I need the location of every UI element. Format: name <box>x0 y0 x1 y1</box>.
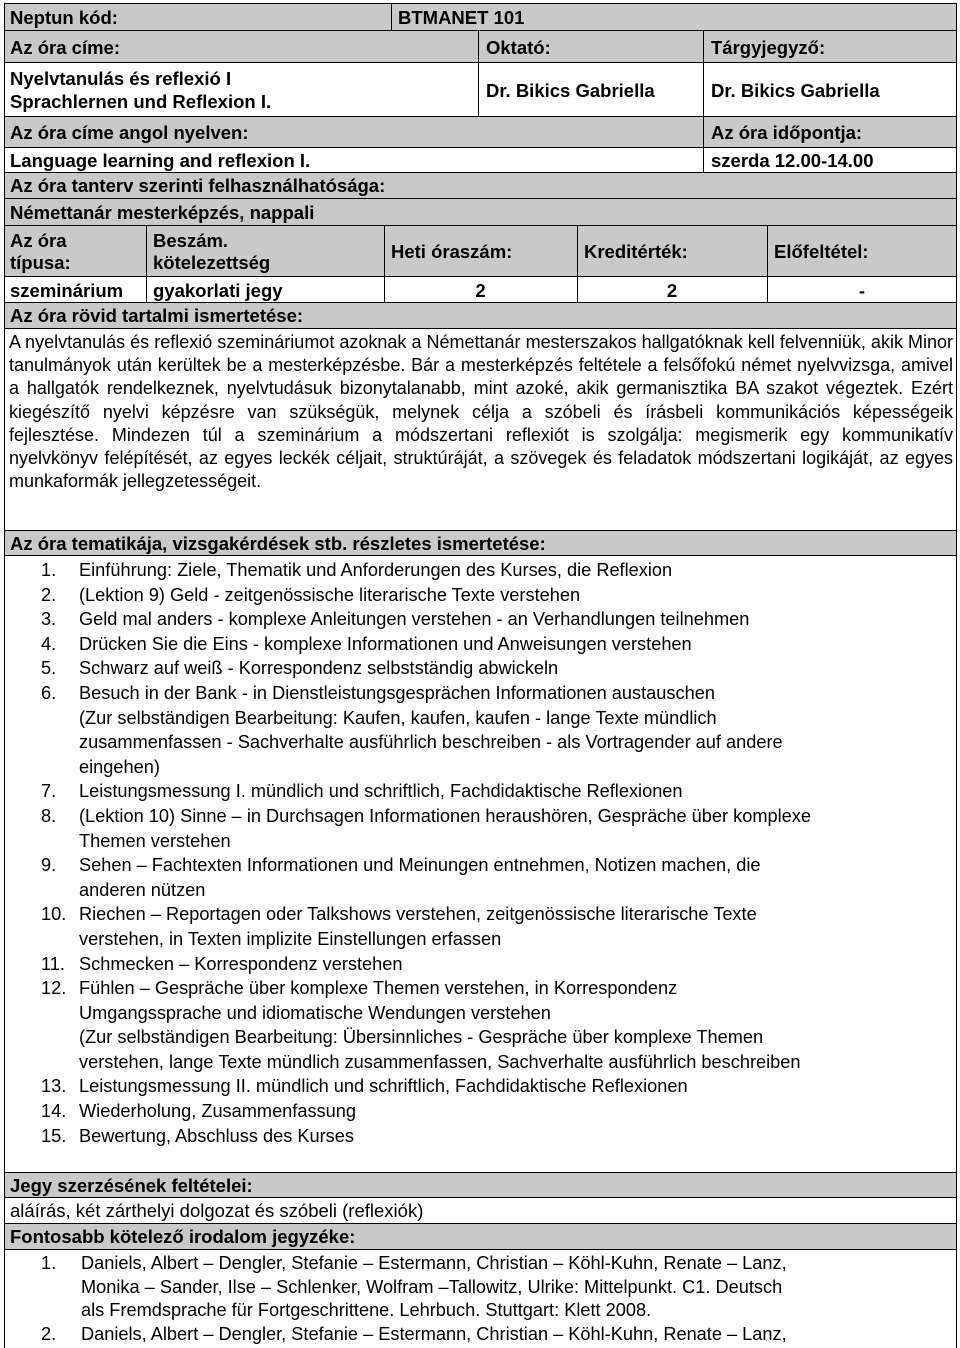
assessment-type: gyakorlati jegy <box>153 280 283 301</box>
topic-item <box>5 656 945 681</box>
topic-item-number: 1. <box>41 560 57 580</box>
literature-item-text-line: Daniels, Albert – Dengler, Stefanie – Estermann, Christian – Köhl-Kuhn, Renate – Lanz, <box>81 1253 787 1273</box>
neptun-label: Neptun kód: <box>10 7 118 28</box>
usage-label: Az óra tanterv szerinti felhasználhatósága: <box>10 175 386 196</box>
prereq-label: Előfeltétel: <box>774 241 869 262</box>
topics-row <box>4 555 957 1172</box>
topic-item-number: 14. <box>41 1101 67 1122</box>
literature-label: Fontosabb kötelező irodalom jegyzéke: <box>10 1226 356 1247</box>
topic-item-number: 4. <box>41 633 57 654</box>
grading-label: Jegy szerzésének feltételei: <box>10 1175 253 1196</box>
topic-item <box>5 583 945 608</box>
topic-item-text-line: Leistungsmessung I. mündlich und schriftlich, Fachdidaktische Reflexionen <box>79 781 683 802</box>
topic-item-text-line: Riechen – Reportagen oder Talkshows verstehen, zeitgenössische literarische Texte <box>79 904 757 925</box>
type-label-line2: típusa: <box>10 252 71 273</box>
topic-item-text-line: (Zur selbständigen Bearbeitung: Kaufen, kaufen, kaufen - lange Texte mündlich <box>79 707 717 728</box>
summary-row <box>4 328 957 530</box>
literature-item <box>5 1252 945 1323</box>
literature-item-text-line: Monika – Sander, Ilse – Schlenker, Wolfram –Tallowitz, Ulrike: Mittelpunkt. C1. Deutsch <box>81 1276 783 1297</box>
topic-item-number: 10. <box>41 904 67 925</box>
topic-item-number: 11. <box>41 953 65 974</box>
hours-label: Heti óraszám: <box>391 241 513 262</box>
class-time: szerda 12.00-14.00 <box>711 150 874 171</box>
topic-item <box>5 952 945 977</box>
english-title-label-row <box>4 116 957 147</box>
topic-item-text-line: Einführung: Ziele, Thematik und Anforderungen des Kurses, die Reflexion <box>79 560 673 580</box>
topic-item-number: 12. <box>41 978 67 999</box>
neptun-row <box>4 3 957 30</box>
topic-item <box>5 1099 945 1124</box>
english-title-row <box>4 147 957 172</box>
topic-item-text-line: Schmecken – Korrespondenz verstehen <box>79 953 403 974</box>
topic-item-number: 6. <box>41 682 57 703</box>
course-info-header-row <box>4 225 957 276</box>
literature-item-number: 1. <box>41 1253 57 1273</box>
instructor-label: Oktató: <box>486 37 551 58</box>
summary-text: A nyelvtanulás és reflexió szemináriumot azoknak a Némettanár mesterszakos hallgatóknak kell felvenniük, akik Minor tanulmányok után kerültek be a mesterképzésbe. Bár a mesterképzés feltétele a felsőfokú német nyelvvizsga, amivel a hallgatók rendelkeznek, nyelvtudásuk bizonytalanabb, mint azoké, akik germanisztika BA szakot végeztek. Ezért kiegészítő nyelvi képzésre van szükségük, melynek célja a szóbeli és írásbeli kommunikációs képességeik fejlesztése. Mindezen túl a szeminárium a módszertani reflexiót is szolgálja: megismerik egy kommunikatív nyelvkönyv felépítését, az egyes leckék céljait, struktúráját, a szövegek és feladatok módszertani logikáját, az egyes munkaformák jellegzetességeit. <box>9 332 953 492</box>
literature-item-text-line: als Fremdsprache für Fortgeschrittene. Lehrbuch. Stuttgart: Klett 2008. <box>81 1300 652 1321</box>
course-title-hu: Nyelvtanulás és reflexió I <box>10 68 232 89</box>
topic-item-number: 3. <box>41 609 57 630</box>
course-title-de: Sprachlernen und Reflexion I. <box>10 91 272 112</box>
topic-item-number: 15. <box>41 1125 67 1146</box>
weekly-hours: 2 <box>475 280 486 301</box>
grading-row <box>4 1197 957 1223</box>
topic-item-text-line: Drücken Sie die Eins - komplexe Informationen und Anweisungen verstehen <box>79 633 692 654</box>
title-value-row <box>4 62 957 116</box>
responsible-name: Dr. Bikics Gabriella <box>711 80 880 101</box>
english-title-label: Az óra címe angol nyelven: <box>10 122 249 143</box>
topic-item-number: 9. <box>41 855 57 876</box>
grading-text: aláírás, két zárthelyi dolgozat és szóbeli (reflexiók) <box>10 1200 424 1221</box>
topic-item-text-line: (Zur selbständigen Bearbeitung: Übersinnliches - Gespräche über komplexe Themen <box>79 1027 764 1048</box>
topic-item-text-line: Leistungsmessung II. mündlich und schriftlich, Fachdidaktische Reflexionen <box>79 1076 688 1097</box>
summary-label: Az óra rövid tartalmi ismertetése: <box>10 305 304 326</box>
literature-label-row <box>4 1223 957 1249</box>
topic-item-text-line: Besuch in der Bank - in Dienstleistungsgesprächen Informationen austauschen <box>79 682 715 703</box>
course-datasheet <box>4 3 957 1348</box>
topic-item-number: 7. <box>41 781 57 802</box>
topic-item <box>5 1074 945 1099</box>
topic-item-text-line: zusammenfassen - Sachverhalte ausführlich beschreiben - als Vortragender auf andere <box>79 732 783 753</box>
literature-item-text-line: Daniels, Albert – Dengler, Stefanie – Estermann, Christian – Köhl-Kuhn, Renate – Lanz, <box>81 1323 787 1344</box>
topics-label: Az óra tematikája, vizsgakérdések stb. részletes ismertetése: <box>10 533 546 554</box>
topic-item <box>5 558 945 583</box>
instructor-name: Dr. Bikics Gabriella <box>486 80 655 101</box>
topic-item <box>5 681 945 779</box>
topic-item-number: 5. <box>41 658 57 679</box>
time-label: Az óra időpontja: <box>711 122 863 143</box>
title-label-row <box>4 30 957 62</box>
topic-item-text-line: (Lektion 9) Geld - zeitgenössische literarische Texte verstehen <box>79 584 581 605</box>
credit-value: 2 <box>666 280 678 301</box>
title-label: Az óra címe: <box>10 37 121 58</box>
topic-item-text-line: (Lektion 10) Sinne – in Durchsagen Informationen heraushören, Gespräche über komplexe <box>79 805 811 826</box>
topic-item <box>5 607 945 632</box>
topic-item-text-line: Themen verstehen <box>79 830 231 851</box>
topic-item-text-line: Umgangssprache und idiomatische Wendungen verstehen <box>79 1002 551 1023</box>
usage-label-row <box>4 172 957 198</box>
literature-row <box>4 1249 957 1348</box>
topic-item-text-line: Sehen – Fachtexten Informationen und Meinungen entnehmen, Notizen machen, die <box>79 855 761 876</box>
topic-item-text-line: anderen nützen <box>79 879 206 900</box>
usage-value: Némettanár mesterképzés, nappali <box>10 202 315 223</box>
topic-item-number: 13. <box>41 1076 67 1097</box>
topic-item <box>5 804 945 853</box>
topic-item-text-line: Fühlen – Gespräche über komplexe Themen verstehen, in Korrespondenz <box>79 978 678 999</box>
credit-label: Kreditérték: <box>584 241 688 262</box>
literature-list <box>5 1252 945 1346</box>
topic-item-text-line: Geld mal anders - komplexe Anleitungen verstehen - an Verhandlungen teilnehmen <box>79 609 750 630</box>
topic-item <box>5 902 945 951</box>
topic-item <box>5 853 945 902</box>
course-info-row <box>4 276 957 302</box>
assessment-label-line1: Beszám. <box>153 230 229 251</box>
grading-label-row <box>4 1172 957 1197</box>
summary-label-row <box>4 302 957 328</box>
assessment-label-line2: kötelezettség <box>153 252 271 273</box>
course-type: szeminárium <box>10 280 124 301</box>
topic-item-text-line: Bewertung, Abschluss des Kurses <box>79 1125 354 1146</box>
topic-item-text-line: verstehen, in Texten implizite Einstellungen erfassen <box>79 928 502 949</box>
topic-item <box>5 779 945 804</box>
literature-item-number: 2. <box>41 1323 57 1344</box>
topic-item-text-line: Schwarz auf weiß - Korrespondenz selbstständig abwickeln <box>79 658 559 679</box>
literature-item <box>5 1323 945 1347</box>
topic-item <box>5 976 945 1074</box>
neptun-code: BTMANET 101 <box>398 7 525 28</box>
type-label-line1: Az óra <box>10 230 67 251</box>
topic-item-number: 8. <box>41 805 57 826</box>
english-title: Language learning and reflexion I. <box>10 150 311 171</box>
topic-item-text-line: eingehen) <box>79 756 160 777</box>
topics-list <box>5 558 945 1148</box>
topic-item-text-line: verstehen, lange Texte mündlich zusammenfassen, Sachverhalte ausführlich beschreiben <box>79 1051 801 1072</box>
topic-item <box>5 1124 945 1149</box>
responsible-label: Tárgyjegyző: <box>711 37 826 58</box>
usage-row <box>4 198 957 225</box>
topic-item-text-line: Wiederholung, Zusammenfassung <box>79 1101 356 1122</box>
topic-item-number: 2. <box>41 584 57 605</box>
prerequisite: - <box>858 280 866 301</box>
topic-item <box>5 632 945 657</box>
topics-label-row <box>4 530 957 555</box>
